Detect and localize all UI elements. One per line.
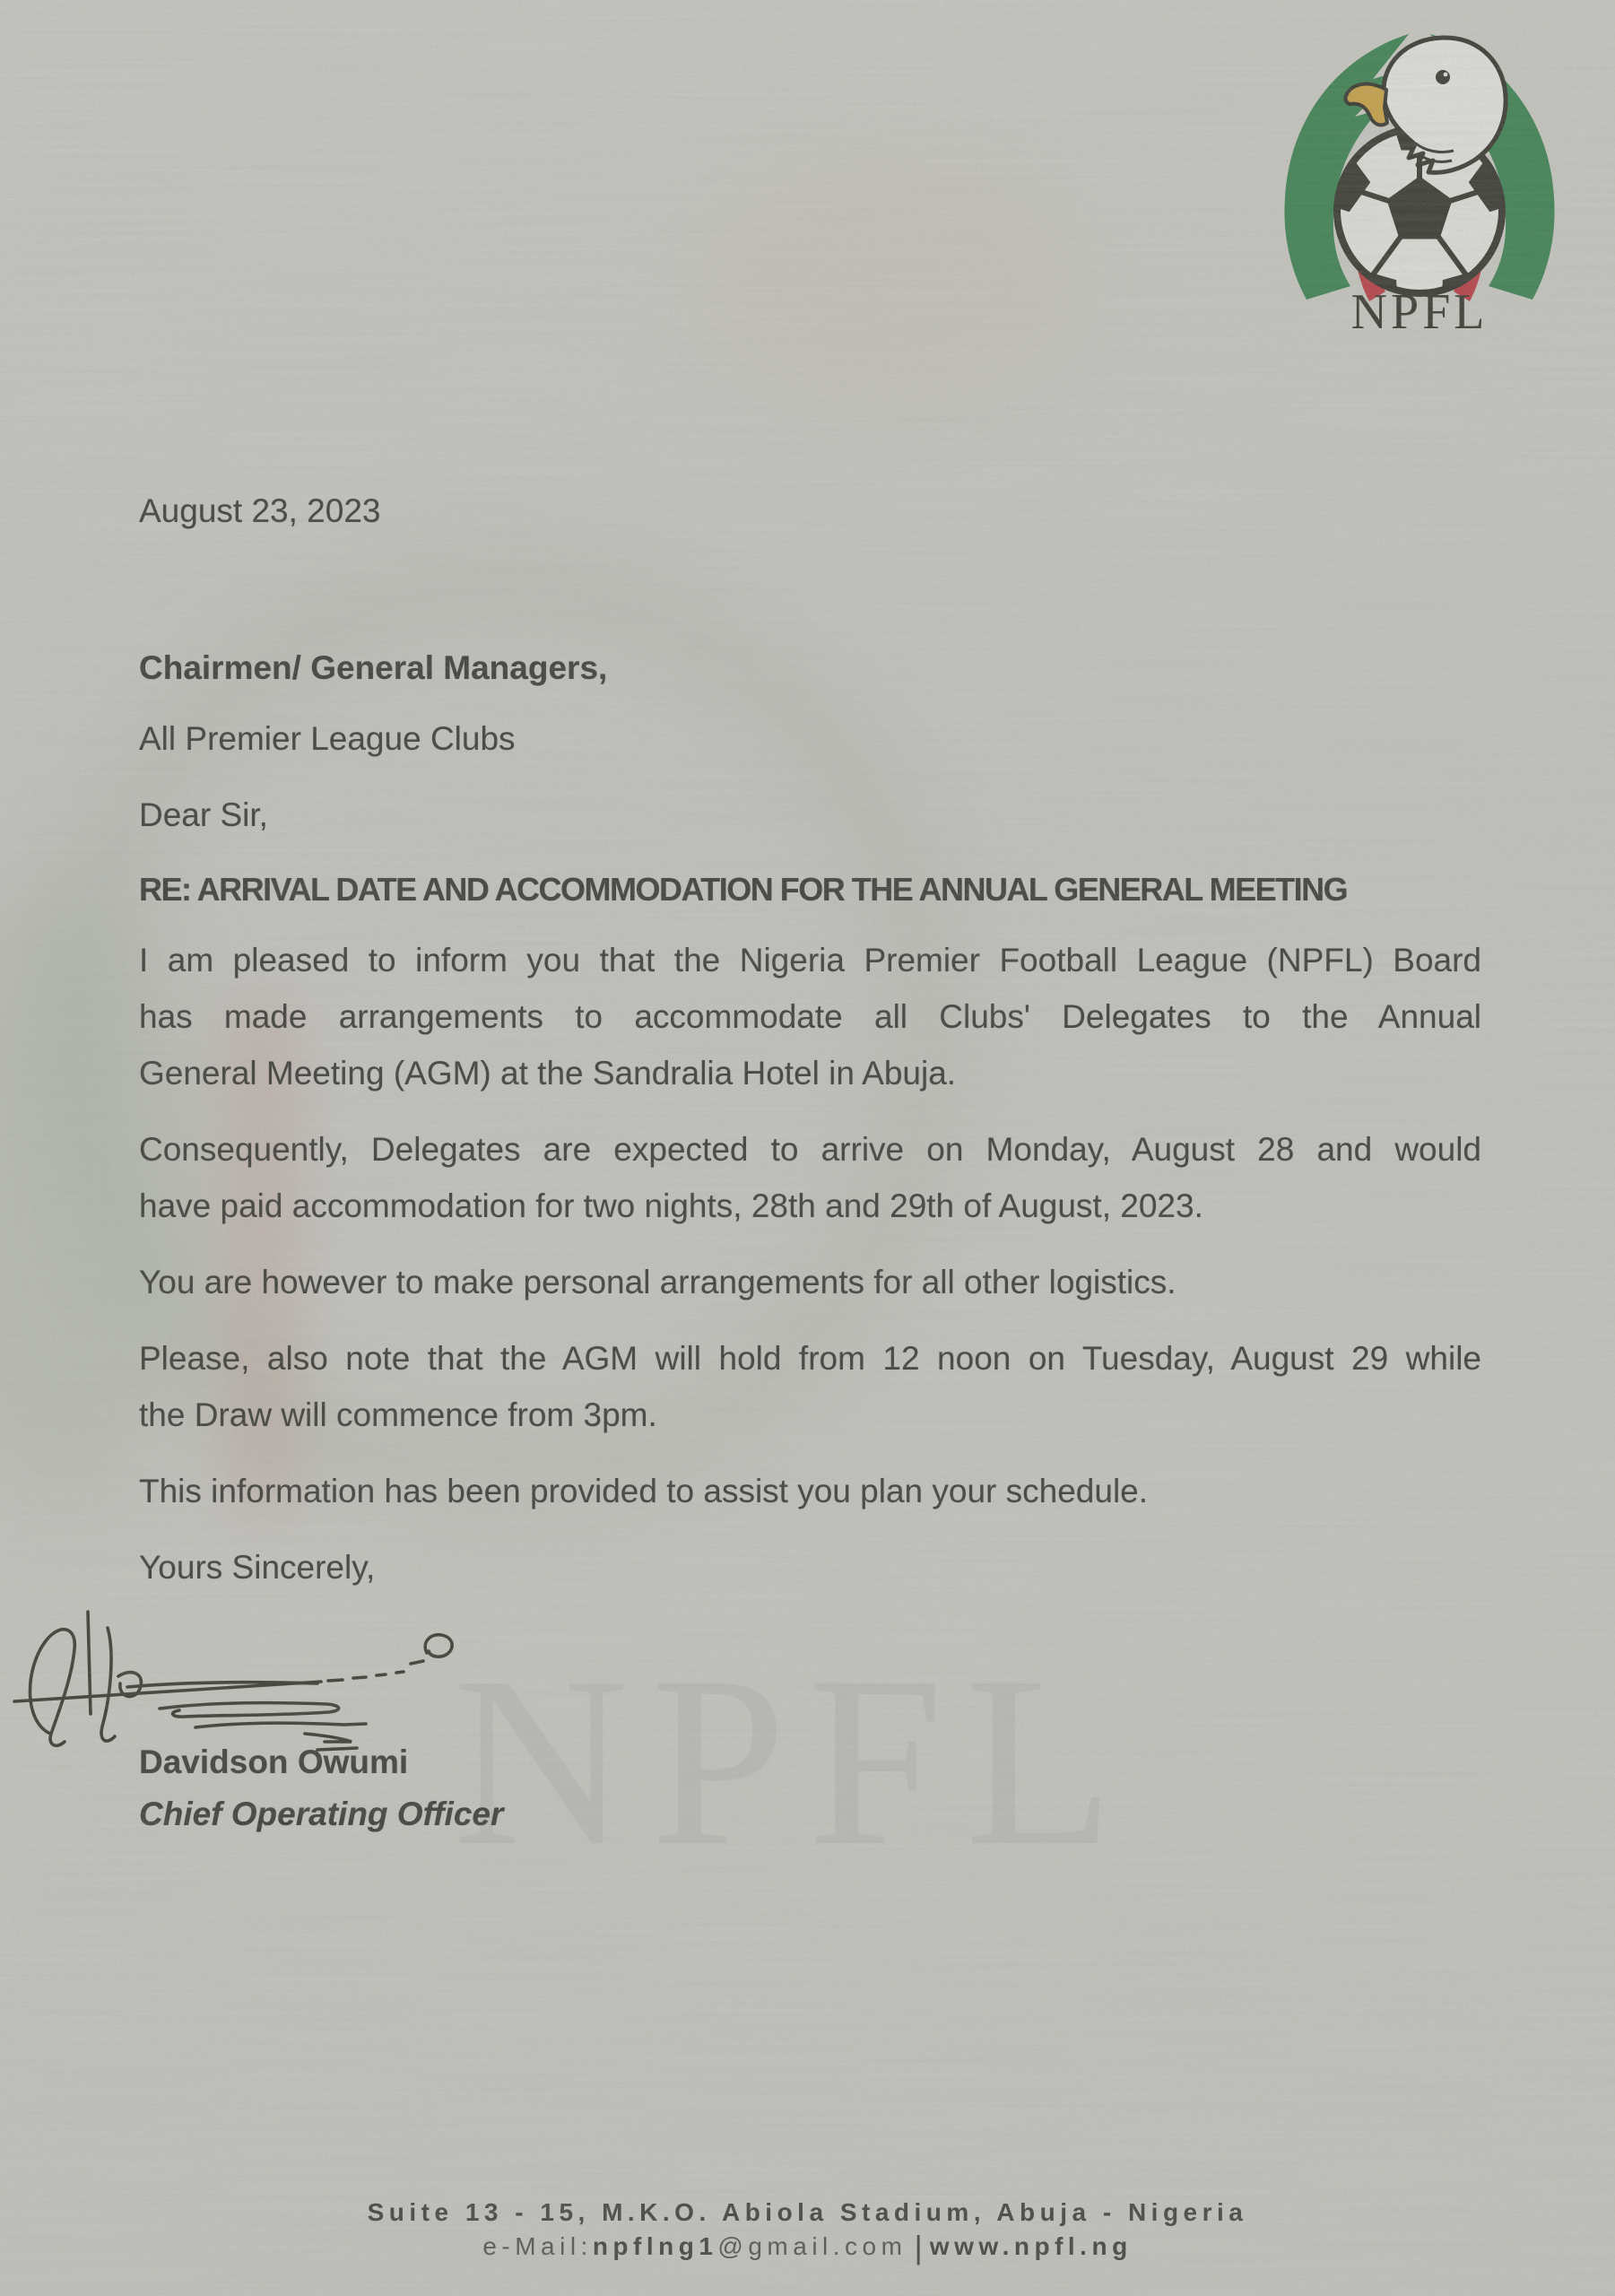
footer-email-domain: @gmail.com: [717, 2232, 907, 2260]
signature-block: [139, 1596, 1481, 1737]
letter-footer: [0, 2196, 1615, 2265]
closing: Yours Sincerely,: [139, 1549, 376, 1586]
paragraph: [139, 1330, 1481, 1443]
signature: [9, 1601, 484, 1753]
footer-separator: |: [914, 2229, 923, 2266]
letter-date: August 23, 2023: [139, 492, 381, 529]
paragraph: [139, 932, 1481, 1101]
paragraph-line: I am pleased to inform you that the Nigeria Premier Football League (NPFL) Board: [139, 942, 1481, 978]
footer-contact: [0, 2230, 1615, 2265]
recipient-line-2: All Premier League Clubs: [139, 720, 516, 757]
paragraph-line: have paid accommodation for two nights, 28th and 29th of August, 2023.: [139, 1187, 1203, 1224]
footer-email-user: npflng1: [592, 2232, 718, 2260]
paragraph: [139, 1121, 1481, 1234]
salutation: Dear Sir,: [139, 796, 268, 833]
footer-address: Suite 13 - 15, M.K.O. Abiola Stadium, Abuja - Nigeria: [367, 2198, 1248, 2226]
subject-line: RE: ARRIVAL DATE AND ACCOMMODATION FOR THE ANNUAL GENERAL MEETING: [139, 871, 1348, 908]
signer-title: Chief Operating Officer: [139, 1796, 504, 1832]
paragraph-line: You are however to make personal arrangements for all other logistics.: [139, 1264, 1177, 1300]
footer-email-label: e-Mail:: [482, 2232, 593, 2260]
npfl-watermark: NPFL: [453, 1626, 1136, 1896]
recipient-line-1: Chairmen/ General Managers,: [139, 649, 608, 686]
paragraph-line: Consequently, Delegates are expected to arrive on Monday, August 28 and would: [139, 1131, 1481, 1168]
paragraph-line: Please, also note that the AGM will hold from 12 noon on Tuesday, August 29 while: [139, 1340, 1481, 1377]
paragraph-line: This information has been provided to assist you plan your schedule.: [139, 1473, 1149, 1509]
paragraph-line: has made arrangements to accommodate all Clubs' Delegates to the Annual: [139, 998, 1481, 1035]
paragraph-line: General Meeting (AGM) at the Sandralia Hotel in Abuja.: [139, 1055, 957, 1091]
paragraph: [139, 1463, 1481, 1519]
footer-website: www.npfl.ng: [929, 2232, 1133, 2260]
paragraph: [139, 1254, 1481, 1310]
paragraph-line: the Draw will commence from 3pm.: [139, 1396, 657, 1433]
signer-name: Davidson Owumi: [139, 1744, 409, 1780]
logo-wordmark: NPFL: [1350, 284, 1489, 332]
